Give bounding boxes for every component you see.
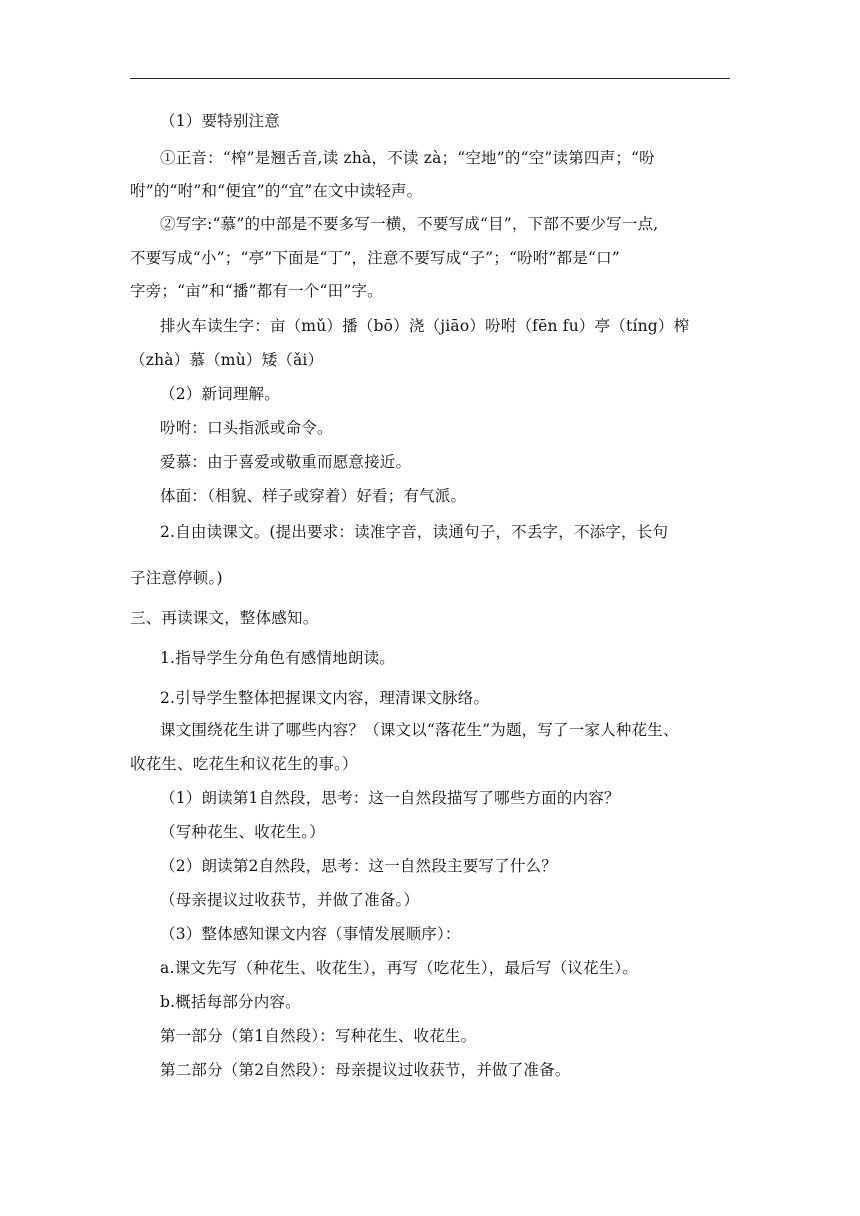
definition-fenfu: 吩咐：口头指派或命令。	[160, 419, 333, 437]
definition-aimu: 爱慕：由于喜爱或敬重而愿意接近。	[160, 453, 412, 471]
part-one-summary: 第一部分（第1自然段）：写种花生、收花生。	[160, 1027, 477, 1045]
section-heading-reread: 三、再读课文，整体感知。	[130, 609, 319, 627]
paragraph-read-characters: 排火车读生字：亩（mǔ）播（bō）浇（jiāo）吩咐（fēn fu）亭（tíng）榨	[160, 317, 690, 335]
paragraph-pronunciation-cont: 咐”的“咐”和“便宜”的“宜”在文中读轻声。	[130, 182, 423, 200]
list-item-b: b.概括每部分内容。	[160, 993, 301, 1011]
answer-paragraph-2: （母亲提议过收获节，并做了准备。）	[160, 891, 420, 909]
list-item-role-reading: 1.指导学生分角色有感情地朗读。	[160, 649, 395, 667]
paragraph-free-reading-cont: 子注意停顿。)	[130, 569, 223, 587]
answer-paragraph-1: （写种花生、收花生。）	[160, 823, 325, 841]
header-rule	[130, 78, 730, 79]
paragraph-writing: ②写字:“慕”的中部是不要多写一横，不要写成“目”，下部不要少写一点,	[160, 215, 659, 233]
list-item-a: a.课文先写（种花生、收花生），再写（吃花生），最后写（议花生）。	[160, 959, 639, 977]
question-paragraph-1: （1）朗读第1自然段，思考：这一自然段描写了哪些方面的内容？	[160, 789, 620, 807]
paragraph-pronunciation: ①正音：“榨”是翘舌音,读 zhà，不读 zà；“空地”的“空”读第四声；“吩	[160, 149, 655, 167]
paragraph-read-characters-cont: （zhà）慕（mù）矮（ǎi）	[130, 351, 324, 369]
definition-timian: 体面：（相貌、样子或穿着）好看；有气派。	[160, 487, 467, 505]
part-two-summary: 第二部分（第2自然段）：母亲提议过收获节，并做了准备。	[160, 1061, 571, 1079]
paragraph-content-question: 课文围绕花生讲了哪些内容？（课文以“落花生”为题，写了一家人种花生、	[160, 721, 679, 739]
list-item-grasp-content: 2.引导学生整体把握课文内容，理清课文脉络。	[160, 689, 490, 707]
subheading-special-attention: （1）要特别注意	[160, 112, 280, 130]
question-paragraph-2: （2）朗读第2自然段，思考：这一自然段主要写了什么？	[160, 857, 557, 875]
subheading-new-words: （2）新词理解。	[160, 385, 280, 403]
paragraph-content-question-cont: 收花生、吃花生和议花生的事。）	[130, 755, 358, 773]
paragraph-writing-cont: 不要写成“小”；“亭”下面是“丁”，注意不要写成“子”；“吩咐”都是“口”	[130, 249, 620, 267]
paragraph-free-reading: 2.自由读课文。(提出要求：读准字音，读通句子，不丢字，不添字，长句	[160, 523, 669, 541]
paragraph-writing-cont: 字旁；“亩”和“播”都有一个“田”字。	[130, 282, 383, 300]
subheading-overall-perception: （3）整体感知课文内容（事情发展顺序）：	[160, 925, 461, 943]
